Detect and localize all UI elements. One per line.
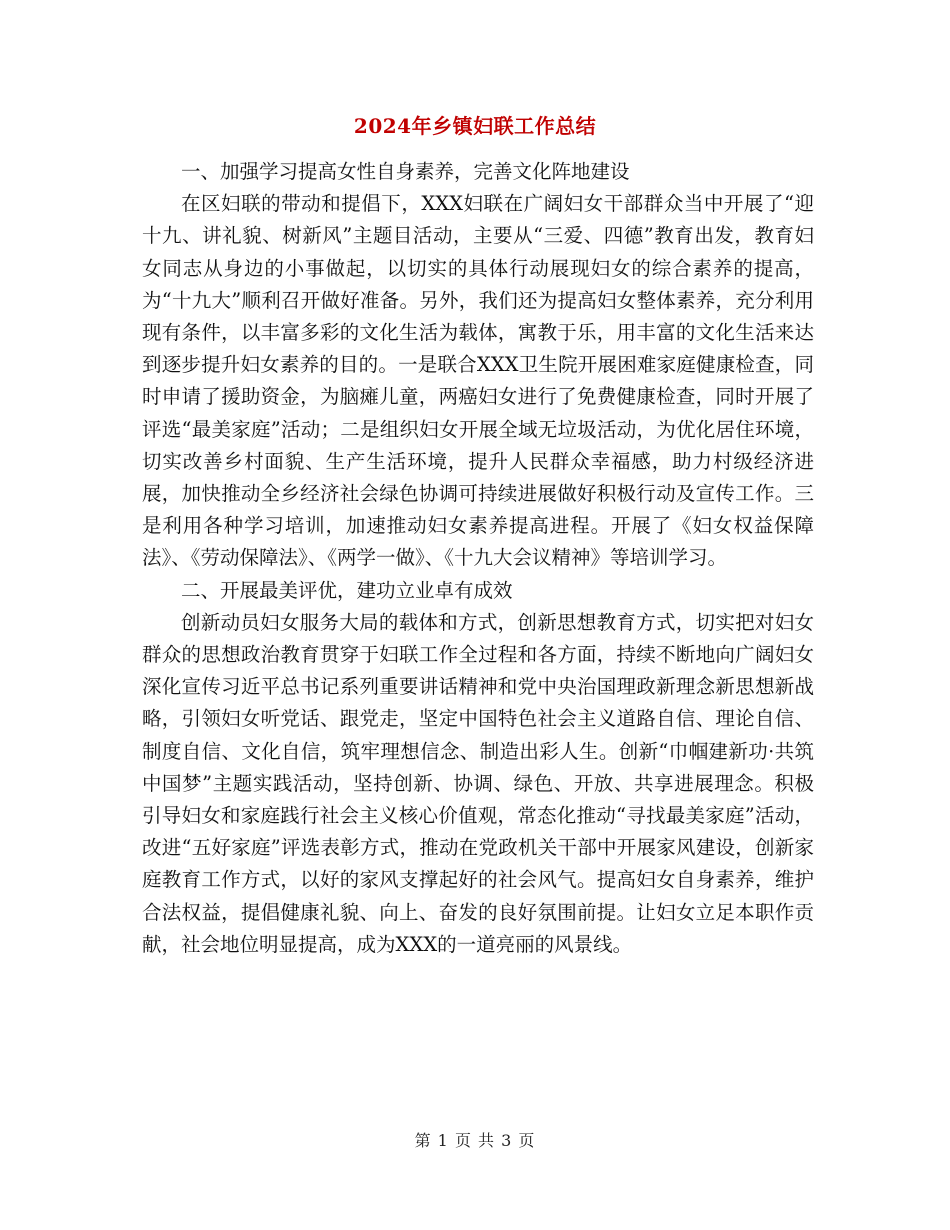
section-2-paragraph: 创新动员妇女服务大局的载体和方式，创新思想教育方式，切实把对妇女群众的思想政治教育贯穿于妇联工作全过程和各方面，持续不断地向广阔妇女深化宣传习近平总书记系列重要讲话精神和党中央治国理政新理念新思想新战略，引领妇女听党话、跟党走，坚定中国特色社会主义道路自信、理论自信、制度自信、文化自信，筑牢理想信念、制造出彩人生。创新“巾帼建新功·共筑中国梦”主题实践活动，坚持创新、协调、绿色、开放、共享进展理念。积极引导妇女和家庭践行社会主义核心价值观，常态化推动“寻找最美家庭”活动，改进“五好家庭”评选表彰方式，推动在党政机关干部中开展家风建设，创新家庭教育工作方式，以好的家风支撑起好的社会风气。提高妇女自身素养，维护合法权益，提倡健康礼貌、向上、奋发的良好氛围前提。让妇女立足本职作贡献，社会地位明显提高，成为XXX的一道亮丽的风景线。 [142,610,814,956]
page-number-footer: 第 1 页 共 3 页 [414,1131,536,1150]
document-title: 2024年乡镇妇联工作总结 [353,114,597,138]
document-body [142,156,814,961]
section-1-heading: 一、加强学习提高女性自身素养，完善文化阵地建设 [181,160,630,183]
section-2-heading: 二、开展最美评优，建功立业卓有成效 [181,578,513,602]
section-1-paragraph: 在区妇联的带动和提倡下，XXX妇联在广阔妇女干部群众当中开展了“迎十九、讲礼貌、树新风”主题目活动，主要从“三爱、四德”教育出发，教育妇女同志从身边的小事做起，以切实的具体行动展现妇女的综合素养的提高，为“十九大”顺利召开做好准备。另外，我们还为提高妇女整体素养，充分利用现有条件，以丰富多彩的文化生活为载体，寓教于乐，用丰富的文化生活来达到逐步提升妇女素养的目的。一是联合XXX卫生院开展困难家庭健康检查，同时申请了援助资金，为脑瘫儿童，两癌妇女进行了免费健康检查，同时开展了评选“最美家庭”活动；二是组织妇女开展全域无垃圾活动，为优化居住环境，切实改善乡村面貌、生产生活环境，提升人民群众幸福感，助力村级经济进展，加快推动全乡经济社会绿色协调可持续进展做好积极行动及宣传工作。三是利用各种学习培训，加速推动妇女素养提高进程。开展了《妇女权益保障法》、《劳动保障法》、《两学一做》、《十九大会议精神》等培训学习。 [142,192,814,570]
